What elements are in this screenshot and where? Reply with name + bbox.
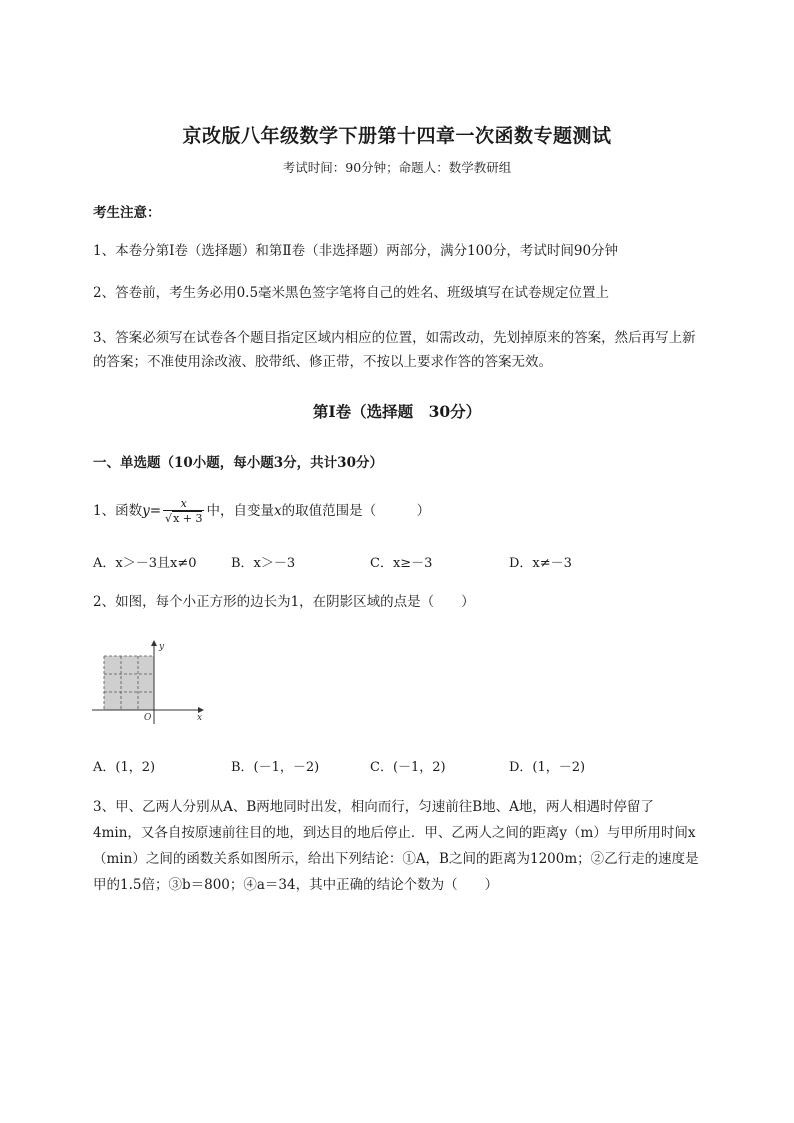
q1-suffix-a: 中，自变量 xyxy=(206,503,274,519)
origin-label: O xyxy=(144,713,152,723)
q1-equals: = xyxy=(149,503,162,519)
question-group-heading: 一、单选题（10小题，每小题3分，共计30分） xyxy=(93,455,383,471)
q1-prefix: 1、函数 xyxy=(93,503,143,519)
shaded-region xyxy=(104,656,154,710)
notice-item-1: 1、本卷分第I卷（选择题）和第Ⅱ卷（非选择题）两部分，满分100分，考试时间90分钟 xyxy=(93,243,619,259)
question-2: 2、如图，每个小正方形的边长为1，在阴影区域的点是（ ） xyxy=(93,594,475,610)
question-3-line-4: 甲的1.5倍；③b＝800；④a＝34，其中正确的结论个数为（ ） xyxy=(93,877,499,893)
q1-var: x xyxy=(273,503,282,519)
question-1 xyxy=(93,497,430,526)
q1-option-d[interactable]: D．x≠－3 xyxy=(509,556,572,571)
question-3-line-1: 3、甲、乙两人分别从A、B两地同时出发，相向而行，匀速前往B地、A地，两人相遇时停留了 xyxy=(93,799,654,815)
x-axis-label: x xyxy=(197,713,203,723)
q2-option-c[interactable]: C．(－1，2) xyxy=(370,760,446,775)
question-3-line-3: （min）之间的函数关系如图所示，给出下列结论：①A，B之间的距离为1200m；②乙行走的速度是 xyxy=(93,851,699,867)
q1-denominator: √x + 3 xyxy=(165,512,203,525)
grid-figure-group xyxy=(92,640,204,724)
q2-option-a[interactable]: A．(1，2) xyxy=(93,760,156,775)
page-title: 京改版八年级数学下册第十四章一次函数专题测试 xyxy=(182,125,612,147)
y-axis-arrow-icon xyxy=(151,640,157,646)
y-axis-label: y xyxy=(159,642,165,652)
exam-info: 考试时间：90分钟；命题人：数学教研组 xyxy=(282,160,512,175)
q1-option-c[interactable]: C．x≥－3 xyxy=(370,556,433,571)
q2-option-d[interactable]: D．(1，－2) xyxy=(509,760,586,775)
q1-radicand: x + 3 xyxy=(173,512,203,525)
section-title: 第I卷（选择题 30分） xyxy=(312,402,482,421)
question-3-line-2: 4min，又各自按原速前往目的地，到达目的地后停止．甲、乙两人之间的距离y（m）与甲所用时间x xyxy=(93,825,696,841)
q1-suffix-b: 的取值范围是（ ） xyxy=(281,503,431,519)
q1-option-b[interactable]: B．x＞－3 xyxy=(231,556,296,571)
q1-fraction xyxy=(163,497,204,526)
notice-heading: 考生注意： xyxy=(93,205,161,221)
q2-option-b[interactable]: B．(－1，－2) xyxy=(231,760,320,775)
grid-figure xyxy=(90,636,210,726)
notice-item-2: 2、答卷前，考生务必用0.5毫米黑色签字笔将自己的姓名、班级填写在试卷规定位置上 xyxy=(93,285,610,301)
q1-numerator: x xyxy=(163,497,204,511)
notice-item-3: 3、答案必须写在试卷各个题目指定区域内相应的位置，如需改动，先划掉原来的答案，然后再写上新的答案；不准使用涂改液、胶带纸、修正带，不按以上要求作答的答案无效。 xyxy=(93,330,696,370)
q1-option-a[interactable]: A．x＞－3且x≠0 xyxy=(93,556,197,571)
q1-y: y xyxy=(142,503,150,519)
